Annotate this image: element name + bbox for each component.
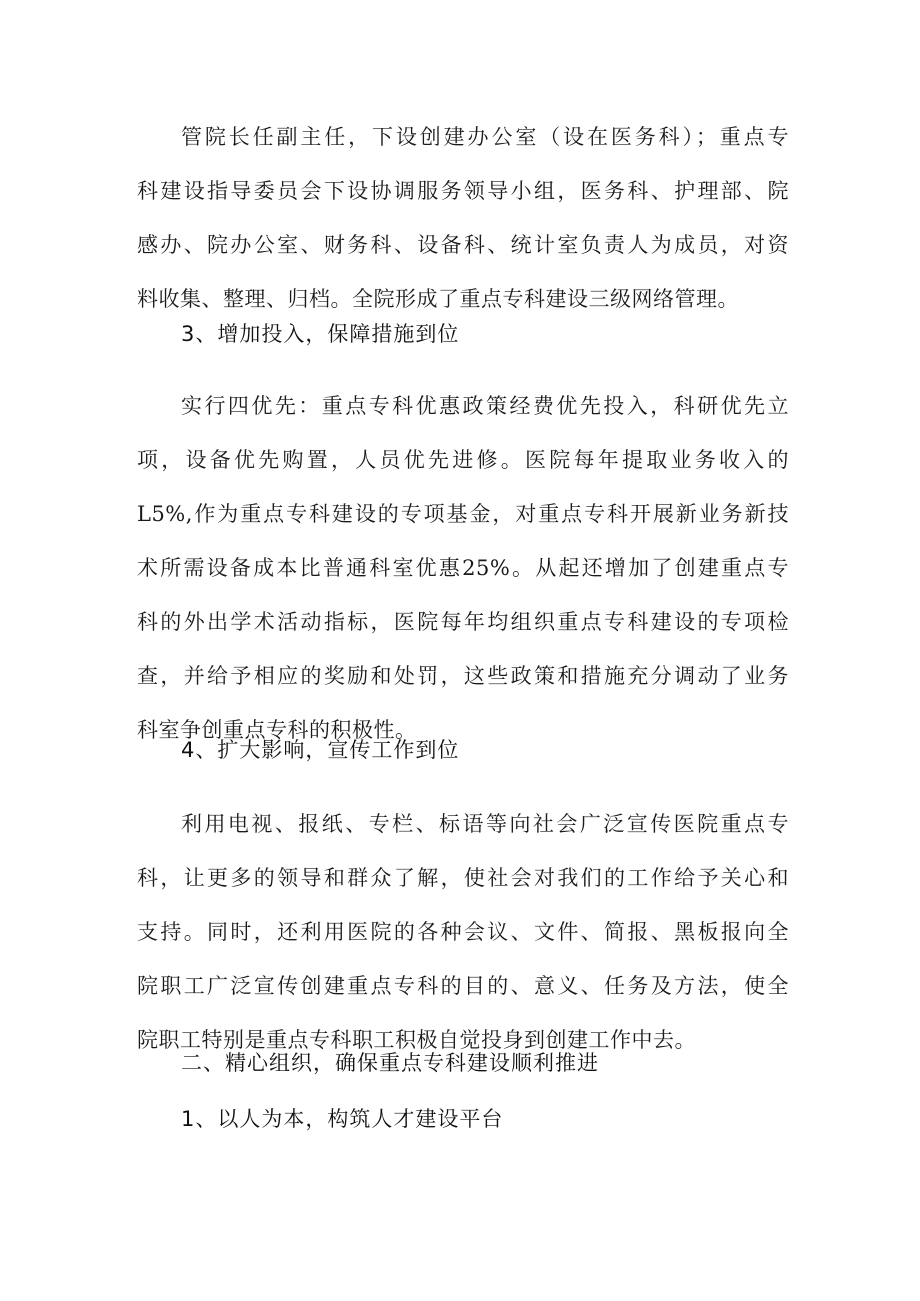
text-line: 术所需设备成本比普通科室优惠25%。从起还增加了创建重点专 bbox=[137, 556, 789, 580]
heading-increase-investment: 3、增加投入，保障措施到位 bbox=[181, 322, 460, 346]
heading-expand-influence: 4、扩大影响，宣传工作到位 bbox=[181, 738, 460, 762]
heading-section-two: 二、精心组织，确保重点专科建设顺利推进 bbox=[181, 1051, 599, 1075]
text-line: 查，并给予相应的奖励和处罚，这些政策和措施充分调动了业务 bbox=[137, 664, 789, 688]
paragraph-organization bbox=[137, 110, 789, 326]
text-line: 科室争创重点专科的积极性。 bbox=[137, 718, 417, 742]
text-line: 科的外出学术活动指标，医院每年均组织重点专科建设的专项检 bbox=[137, 610, 789, 634]
text-line: 管院长任副主任，下设创建办公室（设在医务科）；重点专 bbox=[181, 125, 789, 149]
text-line: 感办、院办公室、财务科、设备科、统计室负责人为成员，对资 bbox=[137, 233, 789, 257]
text-line: 实行四优先：重点专科优惠政策经费优先投入，科研优先立 bbox=[181, 394, 789, 418]
text-line: 科建设指导委员会下设协调服务领导小组，医务科、护理部、院 bbox=[137, 179, 789, 203]
text-line: L5%,作为重点专科建设的专项基金，对重点专科开展新业务新技 bbox=[137, 502, 789, 526]
paragraph-four-priorities bbox=[137, 379, 789, 757]
text-line: 项，设备优先购置，人员优先进修。医院每年提取业务收入的 bbox=[137, 448, 789, 472]
text-line: 院职工广泛宣传创建重点专科的目的、意义、任务及方法，使全 bbox=[137, 974, 789, 998]
heading-people-oriented: 1、以人为本，构筑人才建设平台 bbox=[181, 1107, 504, 1131]
paragraph-publicity bbox=[137, 797, 789, 1067]
text-line: 支持。同时，还利用医院的各种会议、文件、简报、黑板报向全 bbox=[137, 920, 789, 944]
text-line: 料收集、整理、归档。全院形成了重点专科建设三级网络管理。 bbox=[137, 287, 739, 311]
text-line: 科，让更多的领导和群众了解，使社会对我们的工作给予关心和 bbox=[137, 866, 789, 890]
text-line: 利用电视、报纸、专栏、标语等向社会广泛宣传医院重点专 bbox=[181, 812, 789, 836]
text-line: 院职工特别是重点专科职工积极自觉投身到创建工作中去。 bbox=[137, 1028, 696, 1052]
